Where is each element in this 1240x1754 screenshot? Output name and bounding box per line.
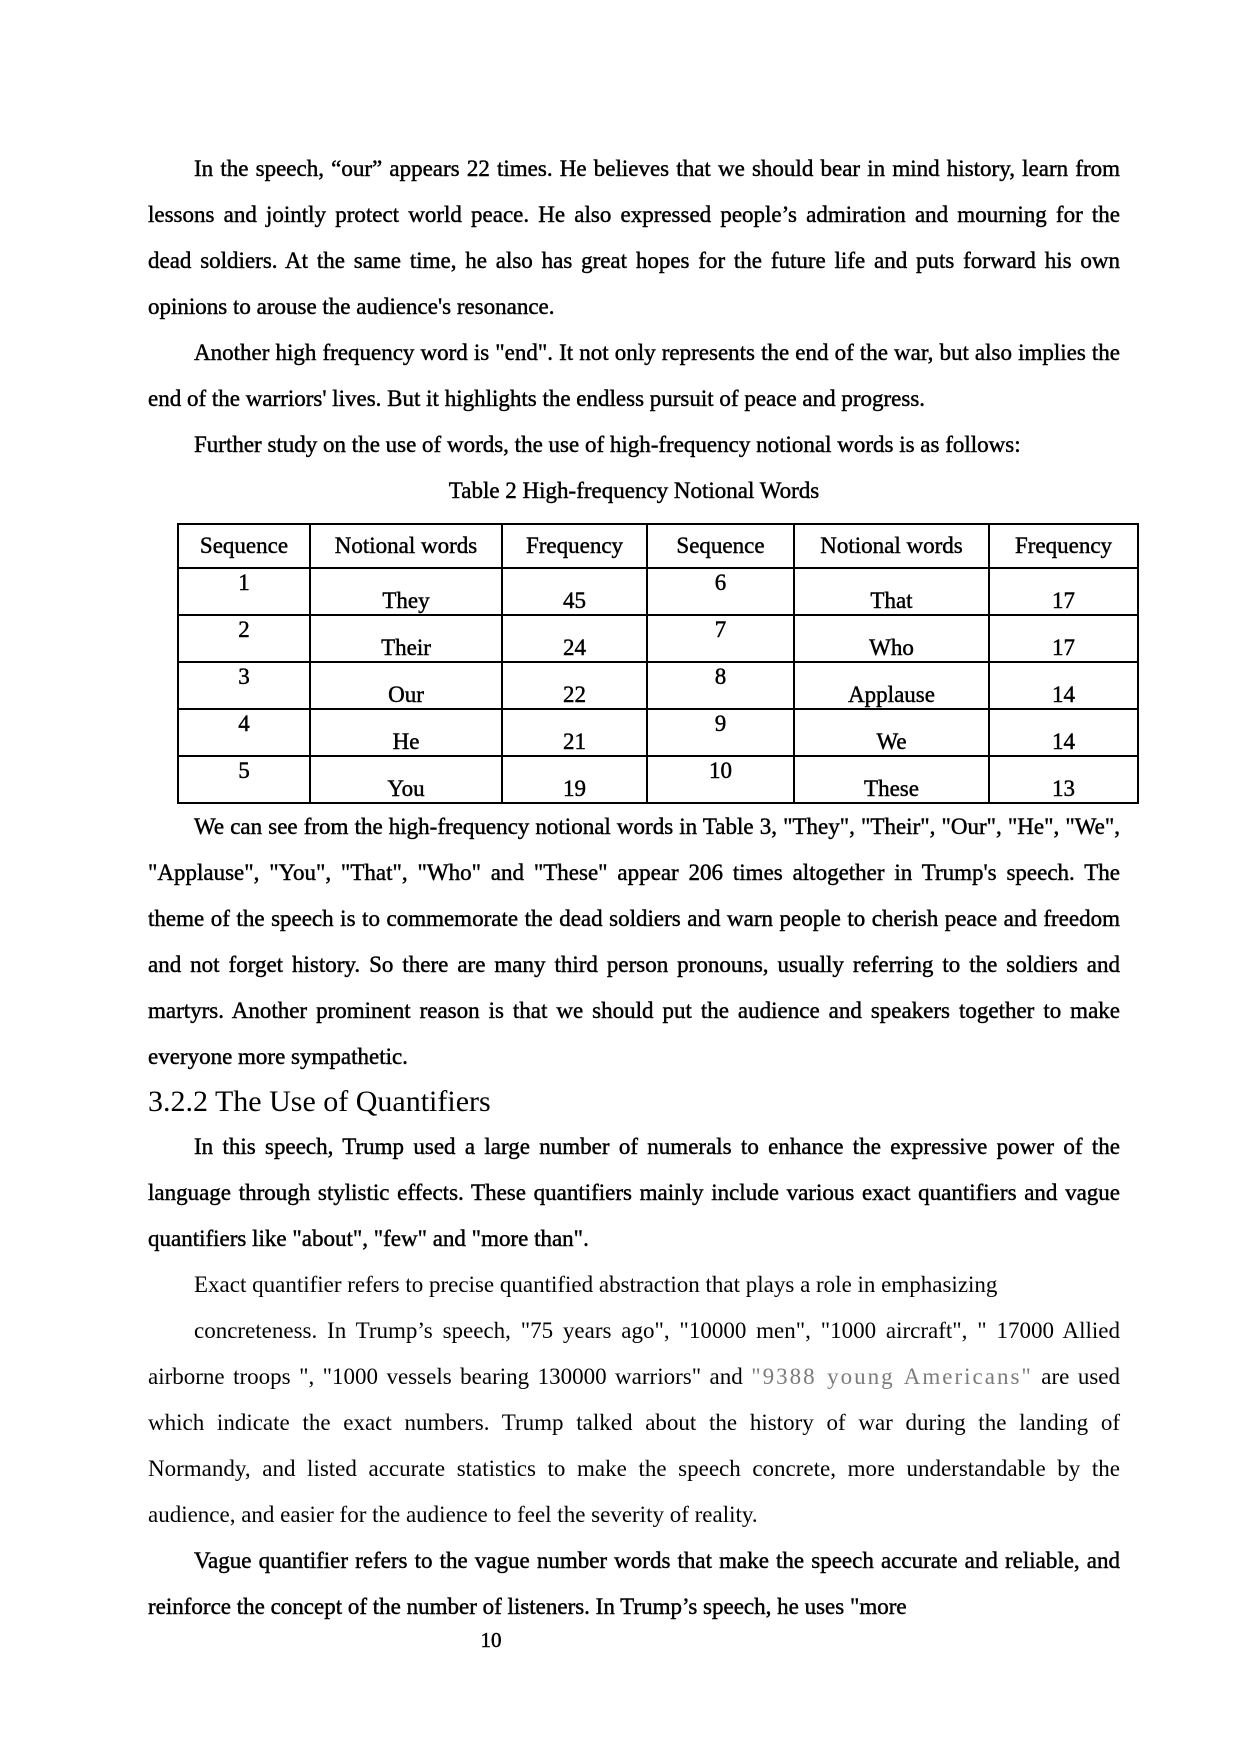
table-cell: 8 — [647, 662, 794, 709]
table-cell: We — [794, 709, 989, 756]
paragraph-end-frequency: Another high frequency word is "end". It not only represents the end of the war, but also implies the end of the warriors' lives. But it highlights the endless pursuit of peace and progress. — [148, 340, 1120, 411]
paragraph-table-analysis: We can see from the high-frequency notional words in Table 3, "They", "Their", "Our", "He", "We", "Applause", "You", "That", "Who" and "These" appear 206 times altogether in Trump's speech. The theme of the speech is to commemorate the dead soldiers and warn people to cherish peace and freedom and not forget history. So there are many third person pronouns, usually referring to the soldiers and martyrs. Another prominent reason is that we should put the audience and speakers together to make everyone more sympathetic. — [148, 814, 1120, 1069]
table-row — [178, 709, 1138, 756]
table-cell: 19 — [502, 756, 647, 803]
table-cell: 4 — [178, 709, 310, 756]
section-heading: 3.2.2 The Use of Quantifiers — [148, 1085, 491, 1118]
table-cell: 3 — [178, 662, 310, 709]
table-cell: He — [310, 709, 502, 756]
table-cell: Their — [310, 615, 502, 662]
table-header-row — [178, 524, 1138, 568]
table-cell: That — [794, 568, 989, 615]
exact-quantifier-text-continued: are used which indicate the exact numbers. Trump talked about the history of war during the landing of Normandy, and listed accurate statistics to make the speech concrete, more understandable by the audience, and easier for the audience to feel the severity of reality. — [148, 1364, 1120, 1527]
table-row — [178, 756, 1138, 803]
paragraph-quantifiers-intro: In this speech, Trump used a large number of numerals to enhance the expressive power of the language through stylistic effects. These quantifiers mainly include various exact quantifiers and vague quantifiers like "about", "few" and "more than". — [148, 1134, 1120, 1251]
table-cell: 1 — [178, 568, 310, 615]
table-row — [178, 615, 1138, 662]
header-frequency-left: Frequency — [502, 524, 647, 568]
table-cell: 9 — [647, 709, 794, 756]
page-number: 10 — [480, 1628, 502, 1652]
table-cell: 10 — [647, 756, 794, 803]
table-cell: They — [310, 568, 502, 615]
table-cell: 21 — [502, 709, 647, 756]
table-row — [178, 568, 1138, 615]
table-cell: 22 — [502, 662, 647, 709]
table-cell: You — [310, 756, 502, 803]
table-cell: 5 — [178, 756, 310, 803]
table-row — [178, 662, 1138, 709]
header-sequence-right: Sequence — [647, 524, 794, 568]
table-cell: 17 — [989, 568, 1138, 615]
table-cell: Our — [310, 662, 502, 709]
table-cell: 6 — [647, 568, 794, 615]
header-sequence-left: Sequence — [178, 524, 310, 568]
exact-quantifier-first-line: Exact quantifier refers to precise quantified abstraction that plays a role in emphasizing — [194, 1272, 998, 1297]
paragraph-further-study: Further study on the use of words, the use of high-frequency notional words is as follows: — [194, 432, 1021, 457]
exact-quantifier-text: concreteness. In Trump’s speech, "75 years ago", "10000 men", "1000 aircraft", " 17000 Allied airborne troops ", "1000 vessels bearing 130000 warriors" and — [148, 1318, 1120, 1389]
header-frequency-right: Frequency — [989, 524, 1138, 568]
table-caption: Table 2 High-frequency Notional Words — [448, 478, 820, 503]
table-cell: 17 — [989, 615, 1138, 662]
table-cell: 7 — [647, 615, 794, 662]
table-cell: 2 — [178, 615, 310, 662]
table-cell: 45 — [502, 568, 647, 615]
table-cell: Applause — [794, 662, 989, 709]
paragraph-exact-quantifier — [148, 1262, 1120, 1538]
table-cell: 14 — [989, 709, 1138, 756]
header-notional-words-left: Notional words — [310, 524, 502, 568]
header-notional-words-right: Notional words — [794, 524, 989, 568]
table-cell: Who — [794, 615, 989, 662]
notional-words-table — [177, 523, 1139, 804]
gray-inserted-text: "9388 young Americans" — [751, 1364, 1033, 1389]
table-cell: 13 — [989, 756, 1138, 803]
paragraph-vague-quantifier: Vague quantifier refers to the vague number words that make the speech accurate and reliable, and reinforce the concept of the number of listeners. In Trump’s speech, he uses "more — [148, 1548, 1120, 1619]
paragraph-our-frequency: In the speech, “our” appears 22 times. He believes that we should bear in mind history, learn from lessons and jointly protect world peace. He also expressed people’s admiration and mourning for the dead soldiers. At the same time, he also has great hopes for the future life and puts forward his own opinions to arouse the audience's resonance. — [148, 156, 1120, 319]
table-cell: 24 — [502, 615, 647, 662]
table-cell: These — [794, 756, 989, 803]
table-cell: 14 — [989, 662, 1138, 709]
